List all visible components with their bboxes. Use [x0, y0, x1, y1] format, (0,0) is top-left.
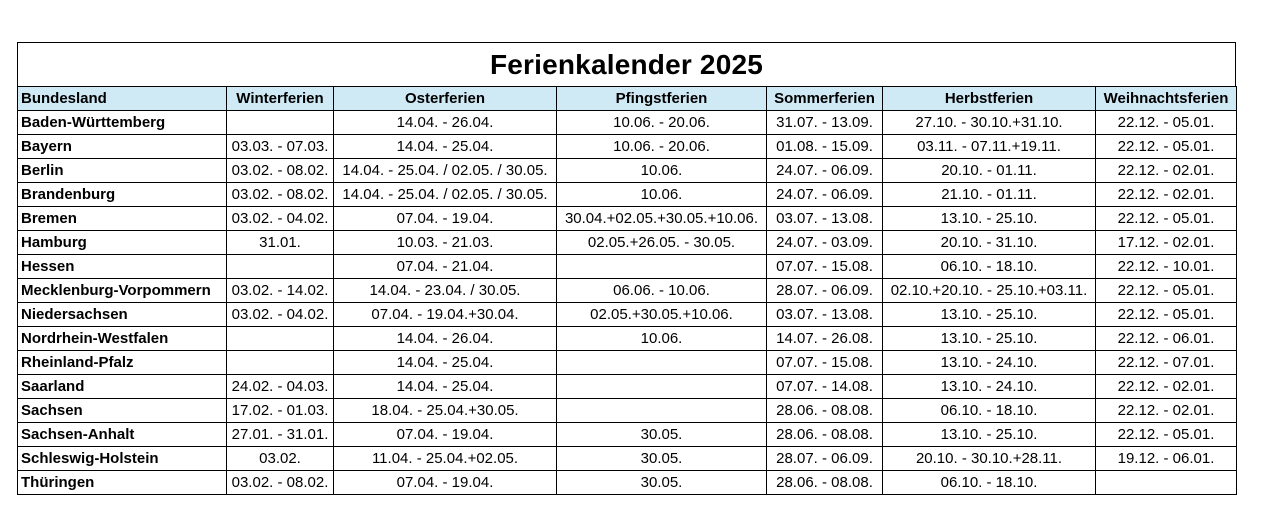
- date-cell: 18.04. - 25.04.+30.05.: [334, 399, 557, 423]
- date-cell: 02.05.+26.05. - 30.05.: [557, 231, 767, 255]
- date-cell: 28.06. - 08.08.: [767, 423, 883, 447]
- state-cell: Sachsen: [18, 399, 227, 423]
- date-cell: 14.04. - 26.04.: [334, 327, 557, 351]
- date-cell: 24.07. - 06.09.: [767, 183, 883, 207]
- date-cell: 14.04. - 26.04.: [334, 111, 557, 135]
- state-cell: Bremen: [18, 207, 227, 231]
- date-cell: 22.12. - 05.01.: [1096, 303, 1237, 327]
- date-cell: 07.07. - 15.08.: [767, 351, 883, 375]
- date-cell: 22.12. - 05.01.: [1096, 207, 1237, 231]
- date-cell: 10.06.: [557, 327, 767, 351]
- date-cell: 27.01. - 31.01.: [227, 423, 334, 447]
- state-cell: Rheinland-Pfalz: [18, 351, 227, 375]
- state-cell: Berlin: [18, 159, 227, 183]
- date-cell: 02.05.+30.05.+10.06.: [557, 303, 767, 327]
- date-cell: 13.10. - 24.10.: [883, 375, 1096, 399]
- date-cell: 07.07. - 14.08.: [767, 375, 883, 399]
- date-cell: 30.05.: [557, 423, 767, 447]
- date-cell: 13.10. - 25.10.: [883, 327, 1096, 351]
- table-row: [18, 231, 1237, 255]
- date-cell: [557, 375, 767, 399]
- date-cell: 21.10. - 01.11.: [883, 183, 1096, 207]
- date-cell: 24.02. - 04.03.: [227, 375, 334, 399]
- date-cell: 07.04. - 19.04.+30.04.: [334, 303, 557, 327]
- date-cell: 22.12. - 10.01.: [1096, 255, 1237, 279]
- date-cell: 06.10. - 18.10.: [883, 255, 1096, 279]
- date-cell: 20.10. - 01.11.: [883, 159, 1096, 183]
- table-row: [18, 303, 1237, 327]
- date-cell: 14.07. - 26.08.: [767, 327, 883, 351]
- date-cell: 14.04. - 25.04.: [334, 375, 557, 399]
- date-cell: [227, 255, 334, 279]
- date-cell: 22.12. - 07.01.: [1096, 351, 1237, 375]
- column-header: Bundesland: [18, 87, 227, 111]
- table-row: [18, 399, 1237, 423]
- date-cell: 03.03. - 07.03.: [227, 135, 334, 159]
- date-cell: 02.10.+20.10. - 25.10.+03.11.: [883, 279, 1096, 303]
- state-cell: Brandenburg: [18, 183, 227, 207]
- date-cell: 22.12. - 05.01.: [1096, 111, 1237, 135]
- state-cell: Hamburg: [18, 231, 227, 255]
- date-cell: 31.01.: [227, 231, 334, 255]
- date-cell: 11.04. - 25.04.+02.05.: [334, 447, 557, 471]
- date-cell: 13.10. - 25.10.: [883, 423, 1096, 447]
- date-cell: 22.12. - 06.01.: [1096, 327, 1237, 351]
- table-row: [18, 135, 1237, 159]
- state-cell: Bayern: [18, 135, 227, 159]
- date-cell: 28.06. - 08.08.: [767, 399, 883, 423]
- date-cell: 06.06. - 10.06.: [557, 279, 767, 303]
- date-cell: 28.07. - 06.09.: [767, 447, 883, 471]
- date-cell: 27.10. - 30.10.+31.10.: [883, 111, 1096, 135]
- column-header: Winterferien: [227, 87, 334, 111]
- date-cell: 03.02. - 08.02.: [227, 471, 334, 495]
- date-cell: 03.07. - 13.08.: [767, 207, 883, 231]
- table-row: [18, 375, 1237, 399]
- table-row: [18, 327, 1237, 351]
- date-cell: 28.06. - 08.08.: [767, 471, 883, 495]
- table-row: [18, 351, 1237, 375]
- date-cell: 22.12. - 02.01.: [1096, 399, 1237, 423]
- column-header: Pfingstferien: [557, 87, 767, 111]
- holiday-table: [17, 86, 1237, 495]
- date-cell: 03.02.: [227, 447, 334, 471]
- column-header: Sommerferien: [767, 87, 883, 111]
- date-cell: 03.02. - 08.02.: [227, 159, 334, 183]
- date-cell: 14.04. - 25.04. / 02.05. / 30.05.: [334, 183, 557, 207]
- table-row: [18, 279, 1237, 303]
- date-cell: [557, 255, 767, 279]
- table-row: [18, 207, 1237, 231]
- state-cell: Mecklenburg-Vorpommern: [18, 279, 227, 303]
- date-cell: 07.04. - 19.04.: [334, 471, 557, 495]
- date-cell: 30.04.+02.05.+30.05.+10.06.: [557, 207, 767, 231]
- date-cell: 14.04. - 23.04. / 30.05.: [334, 279, 557, 303]
- date-cell: 19.12. - 06.01.: [1096, 447, 1237, 471]
- holiday-calendar-sheet: [17, 42, 1236, 495]
- date-cell: 10.06. - 20.06.: [557, 135, 767, 159]
- date-cell: 06.10. - 18.10.: [883, 471, 1096, 495]
- date-cell: 17.02. - 01.03.: [227, 399, 334, 423]
- date-cell: 01.08. - 15.09.: [767, 135, 883, 159]
- date-cell: 03.02. - 08.02.: [227, 183, 334, 207]
- date-cell: 13.10. - 25.10.: [883, 207, 1096, 231]
- column-header: Osterferien: [334, 87, 557, 111]
- date-cell: 20.10. - 30.10.+28.11.: [883, 447, 1096, 471]
- date-cell: 03.02. - 04.02.: [227, 303, 334, 327]
- date-cell: [227, 327, 334, 351]
- date-cell: 06.10. - 18.10.: [883, 399, 1096, 423]
- date-cell: 30.05.: [557, 471, 767, 495]
- date-cell: 10.06. - 20.06.: [557, 111, 767, 135]
- date-cell: 14.04. - 25.04. / 02.05. / 30.05.: [334, 159, 557, 183]
- header-row: [18, 87, 1237, 111]
- date-cell: 03.07. - 13.08.: [767, 303, 883, 327]
- table-row: [18, 423, 1237, 447]
- date-cell: 22.12. - 02.01.: [1096, 183, 1237, 207]
- date-cell: 13.10. - 24.10.: [883, 351, 1096, 375]
- date-cell: [557, 351, 767, 375]
- date-cell: 10.06.: [557, 183, 767, 207]
- date-cell: 30.05.: [557, 447, 767, 471]
- page-title: Ferienkalender 2025: [17, 42, 1236, 86]
- date-cell: 28.07. - 06.09.: [767, 279, 883, 303]
- date-cell: 03.11. - 07.11.+19.11.: [883, 135, 1096, 159]
- column-header: Herbstferien: [883, 87, 1096, 111]
- date-cell: 14.04. - 25.04.: [334, 351, 557, 375]
- state-cell: Hessen: [18, 255, 227, 279]
- date-cell: 22.12. - 05.01.: [1096, 279, 1237, 303]
- state-cell: Sachsen-Anhalt: [18, 423, 227, 447]
- date-cell: 22.12. - 05.01.: [1096, 135, 1237, 159]
- date-cell: [1096, 471, 1237, 495]
- date-cell: 10.06.: [557, 159, 767, 183]
- date-cell: [227, 351, 334, 375]
- table-row: [18, 471, 1237, 495]
- date-cell: 07.04. - 21.04.: [334, 255, 557, 279]
- state-cell: Thüringen: [18, 471, 227, 495]
- table-row: [18, 255, 1237, 279]
- state-cell: Baden-Württemberg: [18, 111, 227, 135]
- state-cell: Nordrhein-Westfalen: [18, 327, 227, 351]
- table-row: [18, 111, 1237, 135]
- date-cell: 24.07. - 03.09.: [767, 231, 883, 255]
- state-cell: Schleswig-Holstein: [18, 447, 227, 471]
- date-cell: 07.04. - 19.04.: [334, 207, 557, 231]
- date-cell: 22.12. - 02.01.: [1096, 159, 1237, 183]
- date-cell: 20.10. - 31.10.: [883, 231, 1096, 255]
- date-cell: 03.02. - 14.02.: [227, 279, 334, 303]
- date-cell: 31.07. - 13.09.: [767, 111, 883, 135]
- date-cell: 24.07. - 06.09.: [767, 159, 883, 183]
- table-row: [18, 447, 1237, 471]
- date-cell: 13.10. - 25.10.: [883, 303, 1096, 327]
- date-cell: 03.02. - 04.02.: [227, 207, 334, 231]
- date-cell: 22.12. - 02.01.: [1096, 375, 1237, 399]
- column-header: Weihnachtsferien: [1096, 87, 1237, 111]
- date-cell: [227, 111, 334, 135]
- state-cell: Niedersachsen: [18, 303, 227, 327]
- state-cell: Saarland: [18, 375, 227, 399]
- date-cell: 22.12. - 05.01.: [1096, 423, 1237, 447]
- date-cell: 14.04. - 25.04.: [334, 135, 557, 159]
- table-row: [18, 183, 1237, 207]
- date-cell: [557, 399, 767, 423]
- date-cell: 17.12. - 02.01.: [1096, 231, 1237, 255]
- table-row: [18, 159, 1237, 183]
- date-cell: 07.07. - 15.08.: [767, 255, 883, 279]
- date-cell: 10.03. - 21.03.: [334, 231, 557, 255]
- date-cell: 07.04. - 19.04.: [334, 423, 557, 447]
- table-body: [18, 111, 1237, 495]
